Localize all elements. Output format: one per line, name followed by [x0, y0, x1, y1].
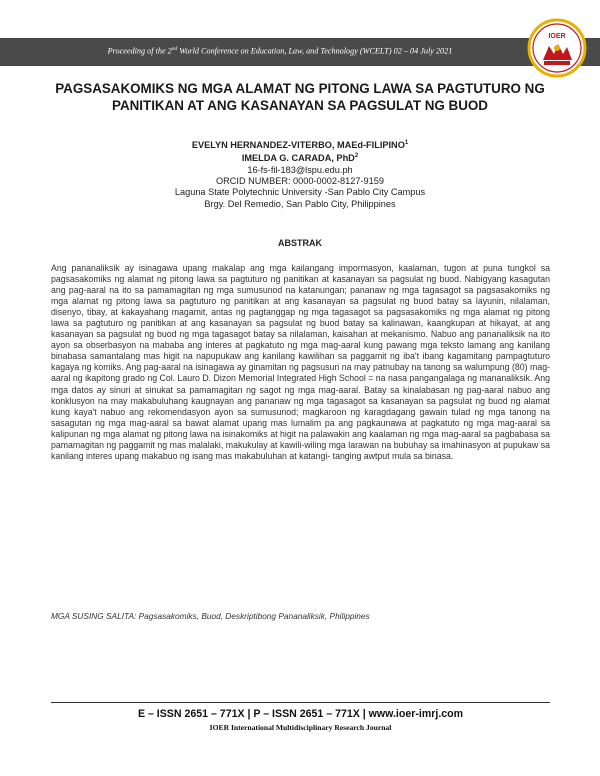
paper-title: [40, 80, 560, 114]
author-1: [100, 138, 500, 151]
abstract-heading: ABSTRAK: [278, 238, 322, 248]
orcid-number: ORCID NUMBER: 0000-0002-8127-9159: [215, 176, 384, 187]
proceeding-header: [30, 46, 530, 56]
abstract-body: Ang pananaliksik ay isinagawa upang makalap ang mga kailangang impormasyon, kaalaman, tugon at puna tungkol sa pagsasakomiks ng alamat ng pitong lawa sa pagtuturo ng panitikan at kasanayan sa pagsulat ng buod. Nabigyang kasagutan ang pag-aaral na ito sa pamamagitan ng mga sumusunod na katanungan; pananaw ng mga tagasagot sa pagsasakomiks ng mga alamat ng pitong lawa sa pagtuturo ng panitikan at ang kasanayan sa pagsulat ng buod batay sa layunin, nilalaman, disenyo, tibay, at kakayahang magamit, antas ng pagtanggap ng mga tagasagot sa pagsasakomiks ng mga alamat ng pitong lawa sa pagtuturo ng panitikan at ang kasanayan sa pagsulat ng buod batay sa kalinawan, kaangkupan at hikayat, at ang kasanayan sa pagsulat ng buod ng mga tagasagot batay sa nilalaman, kaisahan at mekanismo. Nabuo ang pananaliksik na ito ayon sa obserbasyon na mababa ang interes at pagkatuto ng mga mag-aaral kung pawang mga teksto lamang ang kanilang binabasa samantalang mas higit na napupukaw ang kanilang kawilihan sa paggamit ng iba't ibang kagamitang pampagtuturo kagaya ng komiks. Ang pag-aaral na isinagawa ay ginamitan ng pagsusuri na may patnubay na tanong sa walumpung (80) mag-aaral ng ikapitong grado ng Col. Lauro D. Dizon Memorial Integrated High School = na nasa pangangalaga ng mananaliksik. Ang mga datos ay sinuri at sinukat sa pamamagitan ng sagot ng mga mag-aaral. Batay sa kinalabasan ng pag-aaral nabuo ang konklusyon na may makabuluhang kaugnayan ang pananaw ng mga tagasagot sa kasanayan sa pagsulat ng buod ng alamat kung kaya't nabuo ang rekomendasyon ayon sa sumusunod; magkaroon ng karagdagang gawain tulad ng mga tanong na sasagutan ng mga mag-aaral sa bawat alamat upang mas lumalim pa ang pagkaunawa at pagkatuto ng mga mag-aaral sa kalipunan ng mga alamat ng pitong lawa na isinakomiks at higit na palawakin ang kaalaman ng mga mag-aaral sa pagbabasa sa pamamagitan ng paggamit ng mas malalaki, makukulay at kawili-wiling mga larawan na bubuhay sa imahinasyon at pupukaw sa kanilang interes upang makabuo ng isang mas makabuluhan at katangi- tanging awtput mula sa binasa.: [51, 263, 550, 461]
footer-issn: E – ISSN 2651 – 771X | P – ISSN 2651 – 771X | www.ioer-imrj.com: [137, 708, 464, 720]
ordinal-suffix: nd: [171, 46, 178, 52]
author-2-sup: 2: [354, 153, 359, 160]
title-line-1: PAGSASAKOMIKS NG MGA ALAMAT NG PITONG LAWA SA PAGTUTURO NG: [55, 81, 545, 96]
footer-divider: [51, 702, 550, 703]
keywords: [51, 611, 550, 621]
author-2-name: IMELDA G. CARADA, PhD: [241, 153, 355, 164]
proceeding-rest: World Conference on Education, Law, and Technology (WCELT) 02 – 04 July 2021: [177, 46, 453, 56]
author-1-name: EVELYN HERNANDEZ-VITERBO, MAEd-FILIPINO: [191, 140, 405, 151]
keywords-values: Pagsasakomiks, Buod, Deskriptibong Pananaliksik, Philippines: [138, 611, 370, 621]
keywords-label: MGA SUSING SALITA:: [51, 611, 137, 621]
logo-text: IOER: [548, 33, 566, 40]
title-line-2: PANITIKAN AT ANG KASANAYAN SA PAGSULAT NG BUOD: [112, 98, 488, 113]
author-email: 16-fs-fil-183@lspu.edu.ph: [247, 164, 353, 175]
affiliation: Laguna State Polytechnic University -San Pablo City Campus: [174, 187, 426, 198]
proceeding-prefix: Proceeding of the 2: [107, 46, 172, 56]
author-block: [100, 138, 500, 210]
author-1-sup: 1: [404, 140, 409, 146]
ioer-logo: [527, 18, 587, 78]
footer-journal: IOER International Multidisciplinary Research Journal: [209, 723, 392, 732]
author-2: [100, 151, 500, 164]
address: Brgy. Del Remedio, San Pablo City, Philippines: [204, 198, 396, 209]
